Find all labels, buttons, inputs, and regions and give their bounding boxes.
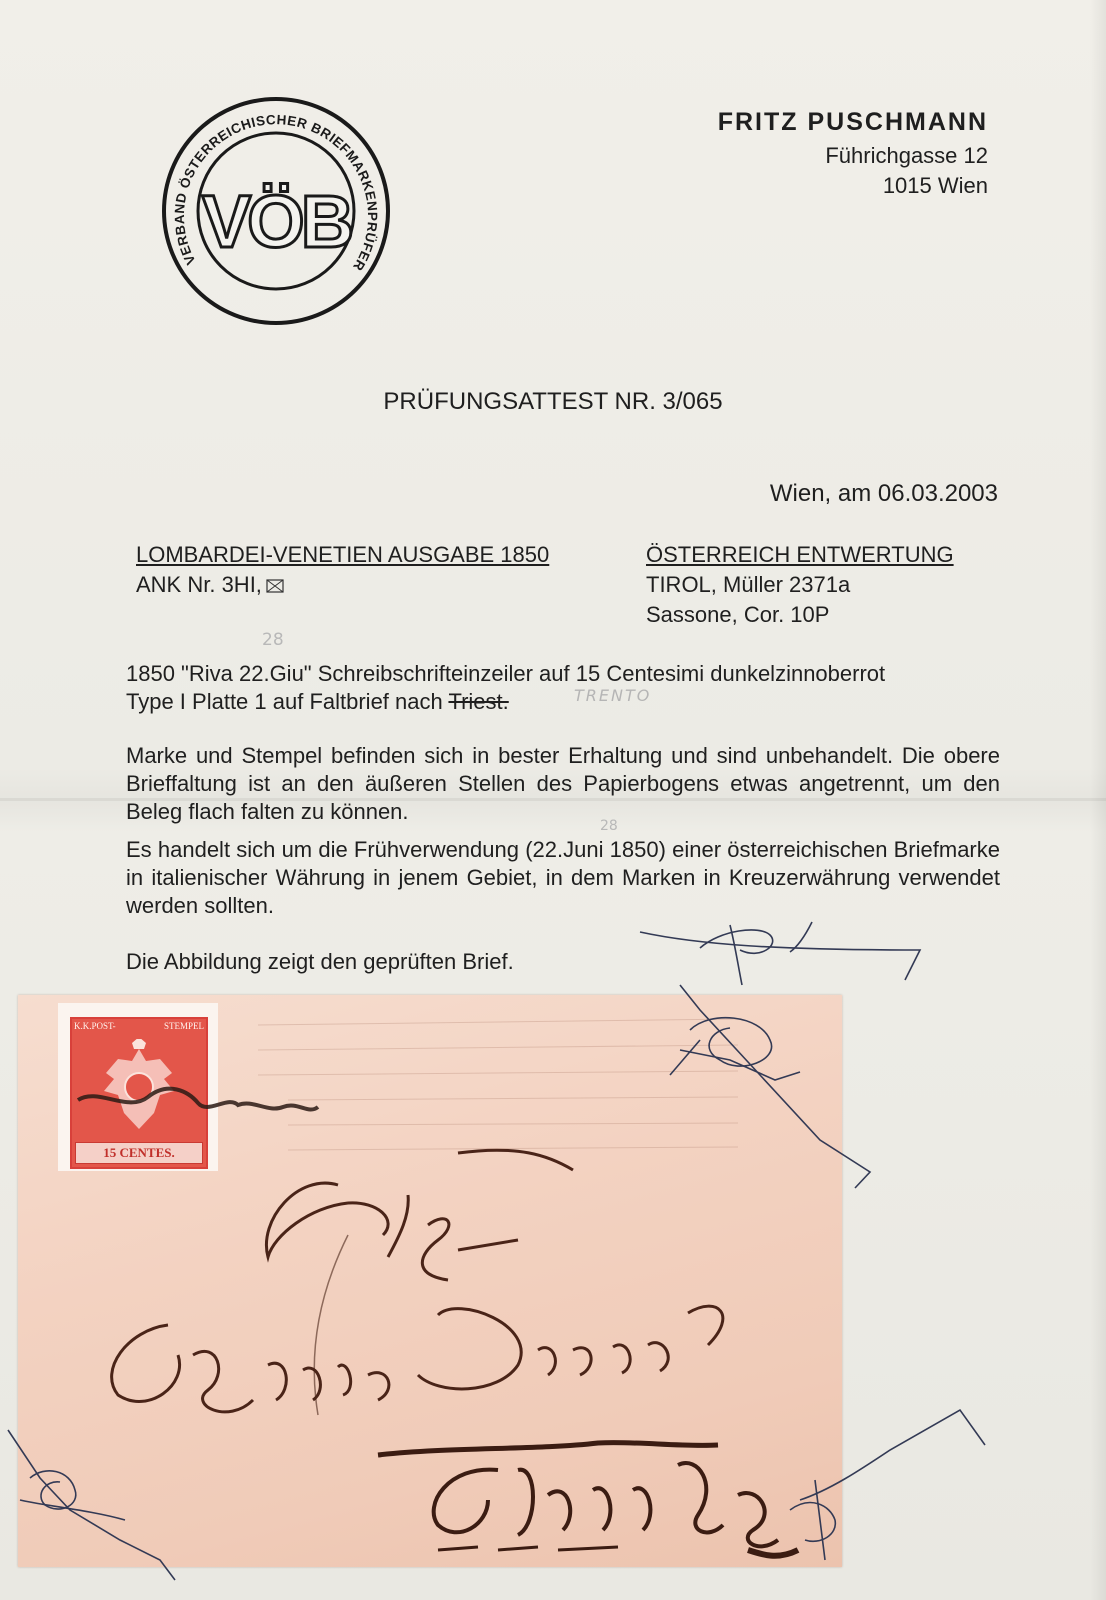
paragraph-early-use: Es handelt sich um die Frühverwendung (22.Juni 1850) einer österreichischen Briefmarke in italienischer Währung in jenem Gebiet, in dem Marken in Kreuzerwährung verwendet werden sollten. (126, 837, 1000, 918)
cancellation-block (646, 540, 954, 630)
pencil-note-trento: TRENTO (574, 686, 652, 705)
certificate-title: PRÜFUNGSATTEST NR. 3/065 (383, 388, 723, 415)
voeb-seal (160, 95, 392, 327)
cancellation-line-2: Sassone, Cor. 10P (646, 602, 830, 627)
paragraph-illustration: Die Abbildung zeigt den geprüften Brief. (126, 949, 514, 974)
description-line-2a: Type I Platte 1 auf Faltbrief nach (126, 689, 449, 714)
paragraph-condition: Marke und Stempel befinden sich in bester Erhaltung und sind unbehandelt. Die obere Brieffaltung ist an den äußeren Stellen des Papierbogens etwas angetrennt, um den Beleg flach falten zu können. (126, 743, 1000, 824)
pencil-note-28: 28 (262, 630, 284, 650)
catalogue-number: ANK Nr. 3HI, (136, 572, 262, 597)
catalogue-line (136, 570, 549, 600)
stamp-top-right: STEMPEL (163, 1021, 204, 1031)
examiner-city: 1015 Wien (882, 173, 988, 198)
description-line-1: 1850 "Riva 22.Giu" Schreibschrifteinzeiler auf 15 Centesimi dunkelzinnoberrot (126, 661, 886, 686)
paragraph-description (126, 660, 1000, 716)
letter-cover-image (18, 995, 842, 1567)
cancellation-line-1: TIROL, Müller 2371a (646, 572, 851, 597)
description-line-2 (126, 688, 1000, 716)
stamp-top-left: K.K.POST- (74, 1021, 116, 1031)
examiner-name: FRITZ PUSCHMANN (717, 108, 988, 136)
seal-monogram: VÖB (201, 180, 351, 263)
letter-handwriting (18, 995, 842, 1567)
paper-edge-shadow (1090, 0, 1106, 1600)
pencil-note-28-small: 28 (600, 818, 618, 834)
seal-ring-text: VERBAND ÖSTERREICHISCHER BRIEFMARKENPRÜFER (171, 112, 381, 274)
certificate-date: Wien, am 06.03.2003 (769, 480, 998, 507)
issue-heading: LOMBARDEI-VENETIEN AUSGABE 1850 (136, 542, 550, 567)
destination-triest: Triest. (448, 689, 509, 714)
letterhead (718, 108, 988, 201)
envelope-icon (266, 579, 284, 593)
issue-block (136, 540, 549, 600)
examiner-street: Führichgasse 12 (825, 143, 988, 168)
cancellation-heading: ÖSTERREICH ENTWERTUNG (646, 542, 954, 567)
stamp-value: 15 CENTES. (75, 1142, 203, 1164)
